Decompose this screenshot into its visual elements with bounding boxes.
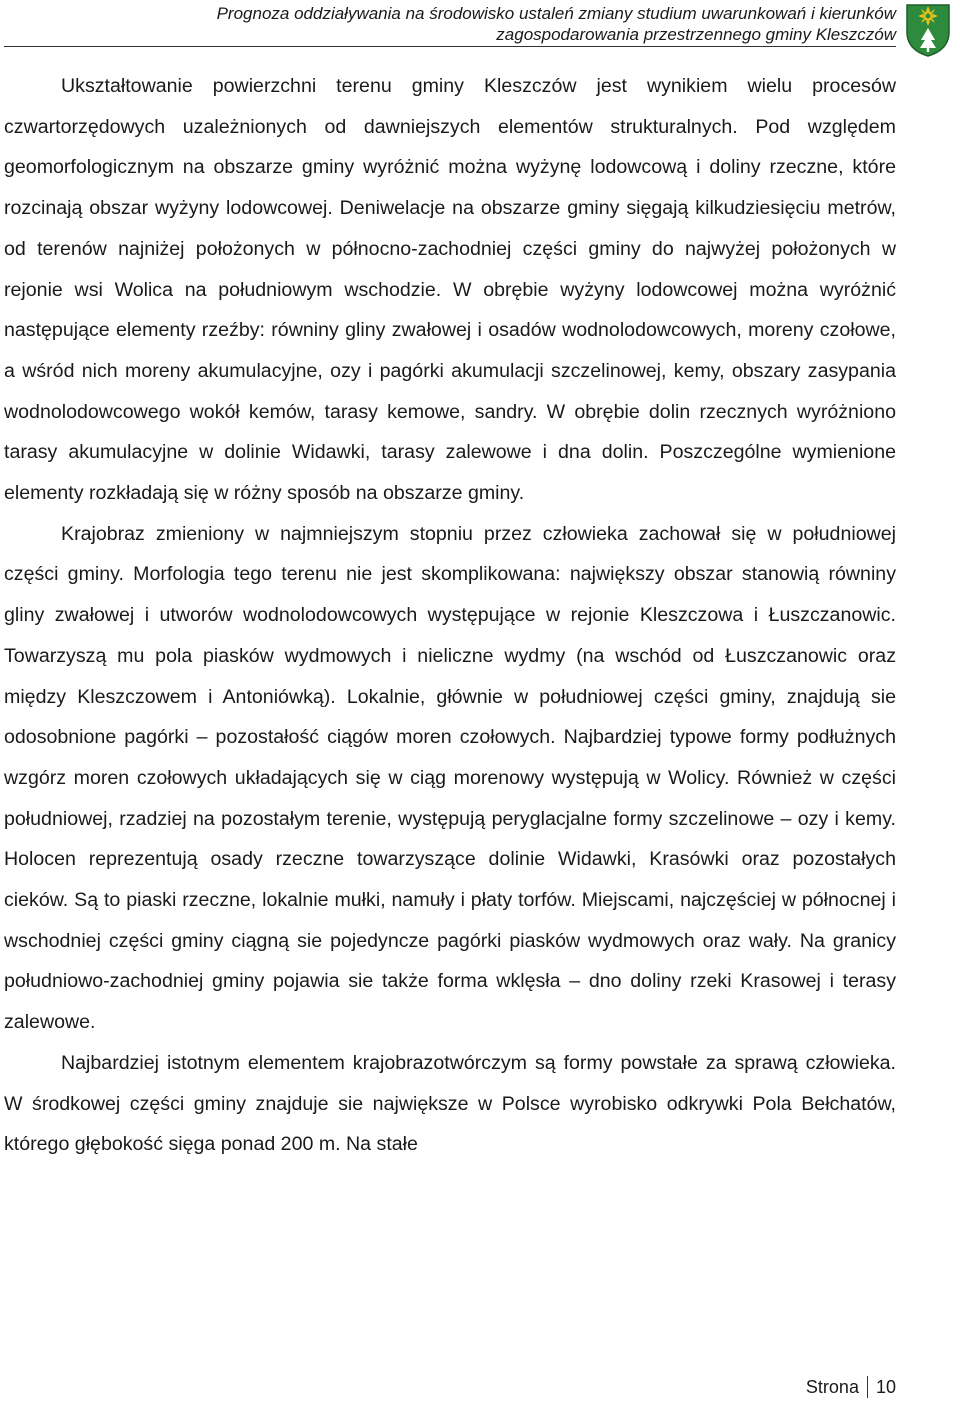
paragraph: Ukształtowanie powierzchni terenu gminy Kleszczów jest wynikiem wielu procesów czwartorzędowych uzależnionych od dawniejszych elementów strukturalnych. Pod względem geomorfologicznym na obszarze gminy wyróżnić można wyżynę lodowcową i doliny rzeczne, które rozcinają obszar wyżyny lodowcowej. Deniwelacje na obszarze gminy sięgają kilkudziesięciu metrów, od terenów najniżej położonych w północno-zachodniej części gminy do najwyżej położonych w rejonie wsi Wolica na południowym wschodzie. W obrębie wyżyny lodowcowej można wyróżnić następujące elementy rzeźby: równiny gliny zwałowej i osadów wodnolodowcowych, moreny czołowe, a wśród nich moreny akumulacyjne, ozy i pagórki akumulacji szczelinowej, kemy, obszary zasypania wodnolodowcowego wokół kemów, tarasy kemowe, sandry. W obrębie dolin rzecznych wyróżniono tarasy akumulacyjne w dolinie Widawki, tarasy zalewowe i dna dolin. Poszczególne wymienione elementy rozkładają się w różny sposób na obszarze gminy. [4, 75, 896, 505]
document-title-line-1: Prognoza oddziaływania na środowisko ustaleń zmiany studium uwarunkowań i kierunków [216, 4, 896, 23]
document-body [4, 66, 896, 1165]
page-label: Strona [805, 1377, 859, 1397]
header-divider [4, 46, 896, 47]
page-number: 10 [875, 1377, 896, 1397]
paragraph: Krajobraz zmieniony w najmniejszym stopniu przez człowieka zachował się w południowej części gminy. Morfologia tego terenu nie jest skomplikowana: największy obszar stanowią równiny gliny zwałowej i utworów wodnolodowcowych występujące w rejonie Kleszczowa i Łuszczanowic. Towarzyszą mu pola piasków wydmowych i nieliczne wydmy (na wschód od Łuszczanowic oraz między Kleszczowem i Antoniówką). Lokalnie, głównie w południowej części gminy, znajdują sie odosobnione pagórki – pozostałość ciągów moren czołowych. Najbardziej typowe formy podłużnych wzgórz moren czołowych układających się w ciąg morenowy występują w Wolicy. Również w części południowej, rzadziej na pozostałym terenie, występują peryglacjalne formy szczelinowe – ozy i kemy. Holocen reprezentują osady rzeczne towarzyszące dolinie Widawki, Krasówki oraz pozostałych cieków. Są to piaski rzeczne, lokalnie mułki, namuły i płaty torfów. Miejscami, najczęściej w północnej i wschodniej części gminy ciągną sie pojedyncze pagórki piasków wydmowych oraz wały. Na granicy południowo-zachodniej gminy pojawia sie także forma wklęsła – dno doliny rzeki Krasowej i terasy zalewowe. [4, 522, 896, 1034]
document-title-line-2: zagospodarowania przestrzennego gminy Kleszczów [496, 25, 896, 44]
page-footer [806, 1376, 896, 1398]
footer-separator [867, 1376, 868, 1398]
page-header [0, 0, 960, 50]
document-title [76, 3, 896, 45]
paragraph: Najbardziej istotnym elementem krajobrazotwórczym są formy powstałe za sprawą człowieka. W środkowej części gminy znajduje sie największe w Polsce wyrobisko odkrywki Pola Bełchatów, którego głębokość sięga ponad 200 m. Na stałe [4, 1051, 896, 1156]
municipal-crest-icon [904, 2, 952, 58]
